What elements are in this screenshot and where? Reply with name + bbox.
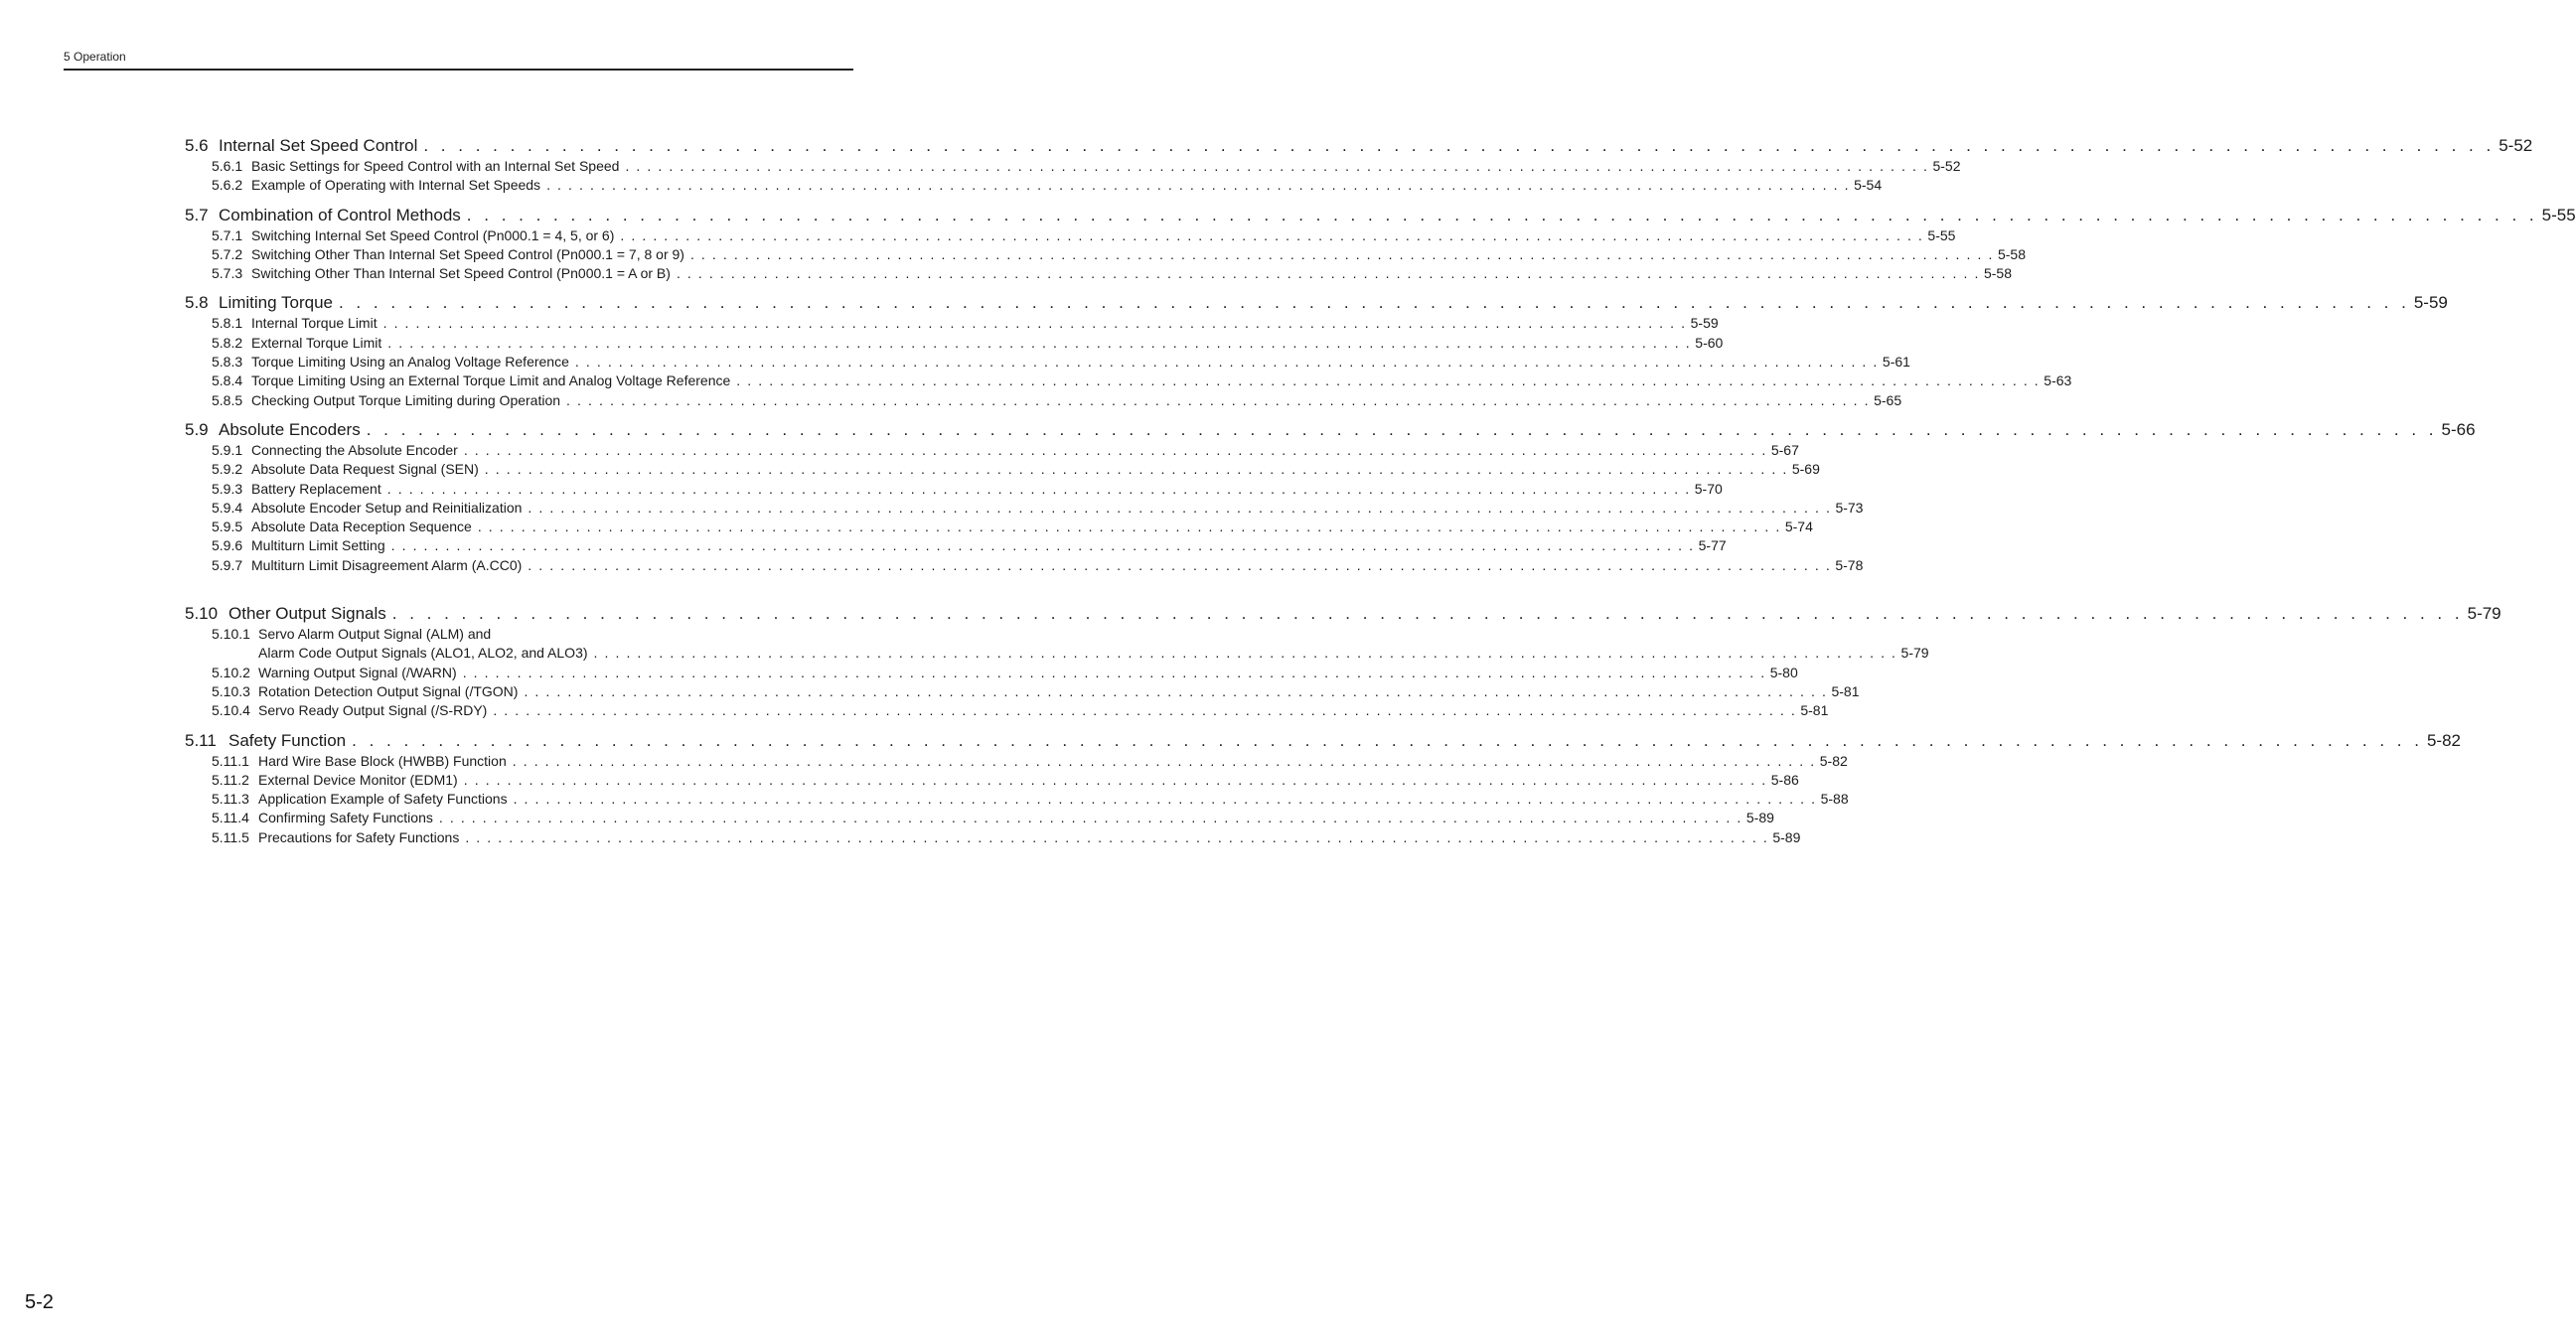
entry-number: 5.9.3 — [212, 480, 243, 497]
entry-page-number: 5-88 — [1820, 791, 1849, 808]
toc-section-entry[interactable] — [185, 135, 2533, 157]
entry-page-number: 5-89 — [1745, 810, 1774, 826]
dot-leader: . . . . . . . . . . . . . . . . . . . . . . . . . . . . . . . . . . . . . . . . . . . . . . . . . . . . . . . . . . . . . . . . . . . . . . . . . . . . . . . . . . . . . . . . . . . . . . . . . . . . . . . . . . . . . . . . . . . . . . . . — [524, 682, 1828, 699]
entry-page-number: 5-82 — [1819, 752, 1848, 769]
dot-leader: . . . . . . . . . . . . . . . . . . . . . . . . . . . . . . . . . . . . . . . . . . . . . . . . . . . . . . . . . . . . . . . . . . . . . . . . . . . . . . . . . . . . . . . . . . . . . . . . . . . . . . . . . . . . . . . . . . . . . . . . — [466, 205, 2538, 224]
entry-title: Internal Torque Limit — [251, 315, 378, 332]
entry-title: Connecting the Absolute Encoder — [251, 441, 458, 458]
toc-subsection-entry[interactable] — [212, 245, 2027, 264]
dot-leader: . . . . . . . . . . . . . . . . . . . . . . . . . . . . . . . . . . . . . . . . . . . . . . . . . . . . . . . . . . . . . . . . . . . . . . . . . . . . . . . . . . . . . . . . . . . . . . . . . . . . . . . . . . . . . . . . . . . . . . . . — [390, 537, 1695, 554]
section-spacer — [185, 410, 809, 418]
toc-subsection-entry[interactable] — [212, 480, 1723, 499]
entry-number: 5.10.1 — [212, 626, 250, 643]
toc-subsection-list — [185, 752, 1849, 847]
entry-number: 5.7.3 — [212, 265, 243, 282]
entry-title: External Device Monitor (EDM1) — [258, 771, 458, 788]
toc-section-entry[interactable] — [185, 730, 2461, 752]
entry-page-number: 5-74 — [1784, 519, 1813, 535]
entry-number: 5.11.1 — [212, 752, 249, 769]
toc-subsection-list — [185, 314, 2072, 409]
entry-title: Absolute Data Reception Sequence — [251, 519, 472, 535]
toc-section-entry[interactable] — [185, 603, 2501, 625]
entry-title: Precautions for Safety Functions — [258, 828, 460, 845]
toc-subsection-list — [185, 441, 1864, 575]
entry-page-number: 5-60 — [1695, 334, 1724, 351]
toc-subsection-entry[interactable] — [212, 518, 1813, 536]
entry-number: 5.6.1 — [212, 158, 243, 174]
entry-number: 5.9.4 — [212, 499, 243, 516]
entry-number: 5.11.3 — [212, 791, 249, 808]
entry-number: 5.7 — [185, 205, 209, 224]
section-spacer — [185, 847, 809, 855]
dot-leader: . . . . . . . . . . . . . . . . . . . . . . . . . . . . . . . . . . . . . . . . . . . . . . . . . . . . . . . . . . . . . . . . . . . . . . . . . . . . . . . . . . . . . . . . . . . . . . . . . . . . . . . . . . . . . . . . . . . . . . . . — [566, 391, 1871, 408]
toc-subsection-entry[interactable] — [212, 226, 1956, 245]
entry-page-number: 5-70 — [1694, 480, 1723, 497]
toc-subsection-entry[interactable] — [212, 314, 1719, 333]
entry-number: 5.11.5 — [212, 828, 249, 845]
entry-page-number: 5-65 — [1874, 391, 1902, 408]
entry-page-number: 5-63 — [2044, 372, 2072, 389]
entry-number: 5.10.2 — [212, 664, 250, 680]
entry-title: Servo Alarm Output Signal (ALM) and — [258, 626, 492, 643]
toc-subsection-entry[interactable] — [212, 176, 1883, 195]
dot-leader: . . . . . . . . . . . . . . . . . . . . . . . . . . . . . . . . . . . . . . . . . . . . . . . . . . . . . . . . . . . . . . . . . . . . . . . . . . . . . . . . . . . . . . . . . . . . . . . . . . . . . . . . . . . . . . . . . . . . . . . . — [528, 499, 1832, 516]
toc-section — [185, 292, 2448, 409]
dot-leader: . . . . . . . . . . . . . . . . . . . . . . . . . . . . . . . . . . . . . . . . . . . . . . . . . . . . . . . . . . . . . . . . . . . . . . . . . . . . . . . . . . . . . . . . . . . . . . . . . . . . . . . . . . . . . . . . . . . . . . . . — [462, 664, 1766, 680]
page-number: 5-2 — [25, 1291, 54, 1313]
entry-number: 5.11 — [185, 730, 217, 750]
dot-leader: . . . . . . . . . . . . . . . . . . . . . . . . . . . . . . . . . . . . . . . . . . . . . . . . . . . . . . . . . . . . . . . . . . . . . . . . . . . . . . . . . . . . . . . . . . . . . . . . . . . . . . . . . . . . . . . . . . . . . . . . — [463, 441, 1767, 458]
entry-page-number: 5-58 — [1997, 245, 2027, 262]
entry-page-number: 5-67 — [1770, 441, 1799, 458]
header-rule — [64, 69, 853, 71]
entry-title: Other Output Signals — [228, 604, 386, 624]
toc-subsection-entry[interactable] — [212, 752, 1848, 771]
toc-section — [185, 419, 2476, 575]
toc-subsection-entry[interactable] — [212, 790, 1849, 809]
entry-page-number: 5-77 — [1698, 537, 1727, 554]
toc-subsection-list — [185, 625, 1929, 720]
entry-number: 5.11.2 — [212, 771, 249, 788]
entry-title: Absolute Encoders — [219, 419, 361, 439]
entry-title: Combination of Control Methods — [219, 205, 461, 224]
toc-subsection-entry[interactable] — [212, 372, 2072, 390]
toc-subsection-entry[interactable] — [212, 809, 1774, 827]
entry-first-line — [212, 625, 809, 644]
running-header: 5 Operation — [64, 50, 126, 64]
entry-number: 5.9.5 — [212, 519, 243, 535]
entry-number: 5.6 — [185, 136, 209, 155]
entry-number: 5.8.5 — [212, 391, 243, 408]
entry-number: 5.8.2 — [212, 334, 243, 351]
dot-leader: . . . . . . . . . . . . . . . . . . . . . . . . . . . . . . . . . . . . . . . . . . . . . . . . . . . . . . . . . . . . . . . . . . . . . . . . . . . . . . . . . . . . . . . . . . . . . . . . . . . . . . . . . . . . . . . . . . . . . . . . — [366, 419, 2438, 439]
entry-page-number: 5-80 — [1769, 664, 1798, 680]
entry-page-number: 5-79 — [1900, 645, 1929, 662]
dot-leader: . . . . . . . . . . . . . . . . . . . . . . . . . . . . . . . . . . . . . . . . . . . . . . . . . . . . . . . . . . . . . . . . . . . . . . . . . . . . . . . . . . . . . . . . . . . . . . . . . . . . . . . . . . . . . . . . . . . . . . . . — [386, 480, 1691, 497]
entry-title: External Torque Limit — [251, 334, 382, 351]
entry-number: 5.9.1 — [212, 441, 243, 458]
toc-subsection-entry[interactable] — [212, 771, 1799, 790]
toc-section — [185, 135, 2533, 196]
entry-title: Example of Operating with Internal Set Speeds — [251, 177, 541, 194]
toc-section — [185, 603, 2501, 720]
toc-subsection-entry[interactable] — [212, 441, 1799, 460]
entry-title: Absolute Data Request Signal (SEN) — [251, 461, 479, 478]
dot-leader: . . . . . . . . . . . . . . . . . . . . . . . . . . . . . . . . . . . . . . . . . . . . . . . . . . . . . . . . . . . . . . . . . . . . . . . . . . . . . . . . . . . . . . . . . . . . . . . . . . . . . . . . . . . . . . . . . . . . . . . . — [387, 334, 1692, 351]
entry-number: 5.8.1 — [212, 315, 243, 332]
entry-title: Switching Internal Set Speed Control (Pn000.1 = 4, 5, or 6) — [251, 226, 615, 243]
entry-page-number: 5-54 — [1854, 177, 1883, 194]
entry-page-number: 5-61 — [1882, 354, 1910, 371]
toc-subsection-entry[interactable] — [212, 828, 1801, 847]
entry-page-number: 5-59 — [2413, 293, 2448, 313]
entry-title: Multiturn Limit Setting — [251, 537, 385, 554]
dot-leader: . . . . . . . . . . . . . . . . . . . . . . . . . . . . . . . . . . . . . . . . . . . . . . . . . . . . . . . . . . . . . . . . . . . . . . . . . . . . . . . . . . . . . . . . . . . . . . . . . . . . . . . . . . . . . . . . . . . . . . . . — [338, 293, 2410, 313]
entry-page-number: 5-81 — [1800, 702, 1829, 719]
dot-leader: . . . . . . . . . . . . . . . . . . . . . . . . . . . . . . . . . . . . . . . . . . . . . . . . . . . . . . . . . . . . . . . . . . . . . . . . . . . . . . . . . . . . . . . . . . . . . . . . . . . . . . . . . . . . . . . . . . . . . . . . — [593, 645, 1897, 662]
dot-leader: . . . . . . . . . . . . . . . . . . . . . . . . . . . . . . . . . . . . . . . . . . . . . . . . . . . . . . . . . . . . . . . . . . . . . . . . . . . . . . . . . . . . . . . . . . . . . . . . . . . . . . . . . . . . . . . . . . . . . . . . — [676, 265, 1980, 282]
toc-section-entry[interactable] — [185, 292, 2448, 314]
toc-subsection-entry[interactable] — [212, 664, 1798, 682]
toc-section — [185, 205, 2576, 284]
table-of-contents — [185, 134, 2576, 855]
entry-number: 5.8.3 — [212, 354, 243, 371]
entry-title: Servo Ready Output Signal (/S-RDY) — [258, 702, 488, 719]
entry-title: Basic Settings for Speed Control with an Internal Set Speed — [251, 158, 620, 174]
entry-page-number: 5-69 — [1791, 461, 1820, 478]
dot-leader: . . . . . . . . . . . . . . . . . . . . . . . . . . . . . . . . . . . . . . . . . . . . . . . . . . . . . . . . . . . . . . . . . . . . . . . . . . . . . . . . . . . . . . . . . . . . . . . . . . . . . . . . . . . . . . . . . . . . . . . . — [736, 372, 2041, 389]
dot-leader: . . . . . . . . . . . . . . . . . . . . . . . . . . . . . . . . . . . . . . . . . . . . . . . . . . . . . . . . . . . . . . . . . . . . . . . . . . . . . . . . . . . . . . . . . . . . . . . . . . . . . . . . . . . . . . . . . . . . . . . . — [382, 315, 1687, 332]
toc-subsection-entry[interactable] — [212, 157, 1961, 176]
toc-section-entry[interactable] — [185, 419, 2476, 441]
entry-page-number: 5-79 — [2467, 604, 2501, 624]
dot-leader: . . . . . . . . . . . . . . . . . . . . . . . . . . . . . . . . . . . . . . . . . . . . . . . . . . . . . . . . . . . . . . . . . . . . . . . . . . . . . . . . . . . . . . . . . . . . . . . . . . . . . . . . . . . . . . . . . . . . . . . . — [493, 702, 1797, 719]
entry-number: 5.8 — [185, 293, 209, 313]
toc-subsection-entry[interactable] — [212, 353, 1910, 372]
entry-page-number: 5-81 — [1831, 682, 1860, 699]
dot-leader: . . . . . . . . . . . . . . . . . . . . . . . . . . . . . . . . . . . . . . . . . . . . . . . . . . . . . . . . . . . . . . . . . . . . . . . . . . . . . . . . . . . . . . . . . . . . . . . . . . . . . . . . . . . . . . . . . . . . . . . . — [391, 604, 2464, 624]
entry-title: Warning Output Signal (/WARN) — [258, 664, 457, 680]
entry-title: Limiting Torque — [219, 293, 333, 313]
toc-subsection-list — [185, 157, 1961, 196]
entry-page-number: 5-89 — [1772, 828, 1801, 845]
dot-leader: . . . . . . . . . . . . . . . . . . . . . . . . . . . . . . . . . . . . . . . . . . . . . . . . . . . . . . . . . . . . . . . . . . . . . . . . . . . . . . . . . . . . . . . . . . . . . . . . . . . . . . . . . . . . . . . . . . . . . . . . — [625, 158, 1929, 174]
entry-page-number: 5-86 — [1770, 771, 1799, 788]
entry-page-number: 5-59 — [1690, 315, 1719, 332]
dot-leader: . . . . . . . . . . . . . . . . . . . . . . . . . . . . . . . . . . . . . . . . . . . . . . . . . . . . . . . . . . . . . . . . . . . . . . . . . . . . . . . . . . . . . . . . . . . . . . . . . . . . . . . . . . . . . . . . . . . . . . . . — [477, 519, 1781, 535]
entry-title: Torque Limiting Using an External Torque Limit and Analog Voltage Reference — [251, 372, 731, 389]
entry-page-number: 5-82 — [2426, 730, 2461, 750]
entry-page-number: 5-66 — [2441, 419, 2476, 439]
entry-title: Multiturn Limit Disagreement Alarm (A.CC0) — [251, 556, 523, 573]
entry-number: 5.9 — [185, 419, 209, 439]
entry-page-number: 5-78 — [1835, 556, 1864, 573]
entry-number: 5.9.2 — [212, 461, 243, 478]
toc-subsection-list — [185, 226, 2027, 284]
entry-page-number: 5-73 — [1835, 499, 1864, 516]
toc-subsection-entry[interactable] — [212, 334, 1724, 353]
toc-section — [185, 730, 2461, 847]
entry-continuation-line — [212, 644, 1929, 663]
entry-title: Internal Set Speed Control — [219, 136, 418, 155]
entry-number: 5.8.4 — [212, 372, 243, 389]
dot-leader: . . . . . . . . . . . . . . . . . . . . . . . . . . . . . . . . . . . . . . . . . . . . . . . . . . . . . . . . . . . . . . . . . . . . . . . . . . . . . . . . . . . . . . . . . . . . . . . . . . . . . . . . . . . . . . . . . . . . . . . . — [620, 226, 1924, 243]
dot-leader: . . . . . . . . . . . . . . . . . . . . . . . . . . . . . . . . . . . . . . . . . . . . . . . . . . . . . . . . . . . . . . . . . . . . . . . . . . . . . . . . . . . . . . . . . . . . . . . . . . . . . . . . . . . . . . . . . . . . . . . . — [484, 461, 1788, 478]
dot-leader: . . . . . . . . . . . . . . . . . . . . . . . . . . . . . . . . . . . . . . . . . . . . . . . . . . . . . . . . . . . . . . . . . . . . . . . . . . . . . . . . . . . . . . . . . . . . . . . . . . . . . . . . . . . . . . . . . . . . . . . . — [513, 791, 1817, 808]
entry-page-number: 5-52 — [2499, 136, 2533, 155]
dot-leader: . . . . . . . . . . . . . . . . . . . . . . . . . . . . . . . . . . . . . . . . . . . . . . . . . . . . . . . . . . . . . . . . . . . . . . . . . . . . . . . . . . . . . . . . . . . . . . . . . . . . . . . . . . . . . . . . . . . . . . . . — [463, 771, 1767, 788]
dot-leader: . . . . . . . . . . . . . . . . . . . . . . . . . . . . . . . . . . . . . . . . . . . . . . . . . . . . . . . . . . . . . . . . . . . . . . . . . . . . . . . . . . . . . . . . . . . . . . . . . . . . . . . . . . . . . . . . . . . . . . . . — [352, 730, 2423, 750]
dot-leader: . . . . . . . . . . . . . . . . . . . . . . . . . . . . . . . . . . . . . . . . . . . . . . . . . . . . . . . . . . . . . . . . . . . . . . . . . . . . . . . . . . . . . . . . . . . . . . . . . . . . . . . . . . . . . . . . . . . . . . . . — [438, 810, 1743, 826]
entry-title: Switching Other Than Internal Set Speed Control (Pn000.1 = 7, 8 or 9) — [251, 245, 684, 262]
entry-page-number: 5-58 — [1983, 265, 2012, 282]
entry-title: Confirming Safety Functions — [258, 810, 433, 826]
toc-subsection-entry[interactable] — [212, 264, 2012, 283]
entry-title: Switching Other Than Internal Set Speed Control (Pn000.1 = A or B) — [251, 265, 671, 282]
toc-subsection-entry[interactable] — [212, 391, 1902, 410]
entry-number: 5.10.3 — [212, 682, 250, 699]
entry-title: Rotation Detection Output Signal (/TGON) — [258, 682, 519, 699]
entry-number: 5.10 — [185, 604, 219, 624]
entry-title: Alarm Code Output Signals (ALO1, ALO2, and ALO3) — [258, 645, 588, 662]
entry-page-number: 5-52 — [1932, 158, 1961, 174]
toc-subsection-entry[interactable] — [212, 499, 1864, 518]
entry-page-number: 5-55 — [2541, 205, 2576, 224]
toc-subsection-entry[interactable] — [212, 625, 1929, 664]
entry-number: 5.6.2 — [212, 177, 243, 194]
entry-title: Battery Replacement — [251, 480, 381, 497]
dot-leader: . . . . . . . . . . . . . . . . . . . . . . . . . . . . . . . . . . . . . . . . . . . . . . . . . . . . . . . . . . . . . . . . . . . . . . . . . . . . . . . . . . . . . . . . . . . . . . . . . . . . . . . . . . . . . . . . . . . . . . . . — [423, 136, 2496, 155]
section-spacer — [185, 575, 809, 602]
entry-number: 5.10.4 — [212, 702, 250, 719]
dot-leader: . . . . . . . . . . . . . . . . . . . . . . . . . . . . . . . . . . . . . . . . . . . . . . . . . . . . . . . . . . . . . . . . . . . . . . . . . . . . . . . . . . . . . . . . . . . . . . . . . . . . . . . . . . . . . . . . . . . . . . . . — [574, 354, 1879, 371]
toc-subsection-entry[interactable] — [212, 701, 1829, 720]
entry-page-number: 5-55 — [1927, 226, 1956, 243]
entry-title: Application Example of Safety Functions — [258, 791, 508, 808]
section-spacer — [185, 196, 809, 204]
dot-leader: . . . . . . . . . . . . . . . . . . . . . . . . . . . . . . . . . . . . . . . . . . . . . . . . . . . . . . . . . . . . . . . . . . . . . . . . . . . . . . . . . . . . . . . . . . . . . . . . . . . . . . . . . . . . . . . . . . . . . . . . — [465, 828, 1769, 845]
entry-number: 5.9.6 — [212, 537, 243, 554]
entry-number: 5.11.4 — [212, 810, 249, 826]
entry-title: Torque Limiting Using an Analog Voltage Reference — [251, 354, 569, 371]
toc-subsection-entry[interactable] — [212, 682, 1860, 701]
toc-section-entry[interactable] — [185, 205, 2576, 226]
toc-subsection-entry[interactable] — [212, 536, 1727, 555]
section-spacer — [185, 283, 809, 291]
entry-title: Safety Function — [228, 730, 347, 750]
toc-subsection-entry[interactable] — [212, 460, 1820, 479]
entry-title: Hard Wire Base Block (HWBB) Function — [258, 752, 507, 769]
dot-leader: . . . . . . . . . . . . . . . . . . . . . . . . . . . . . . . . . . . . . . . . . . . . . . . . . . . . . . . . . . . . . . . . . . . . . . . . . . . . . . . . . . . . . . . . . . . . . . . . . . . . . . . . . . . . . . . . . . . . . . . . — [512, 752, 1816, 769]
dot-leader: . . . . . . . . . . . . . . . . . . . . . . . . . . . . . . . . . . . . . . . . . . . . . . . . . . . . . . . . . . . . . . . . . . . . . . . . . . . . . . . . . . . . . . . . . . . . . . . . . . . . . . . . . . . . . . . . . . . . . . . . — [689, 245, 1994, 262]
entry-number: 5.7.2 — [212, 245, 243, 262]
dot-leader: . . . . . . . . . . . . . . . . . . . . . . . . . . . . . . . . . . . . . . . . . . . . . . . . . . . . . . . . . . . . . . . . . . . . . . . . . . . . . . . . . . . . . . . . . . . . . . . . . . . . . . . . . . . . . . . . . . . . . . . . — [546, 177, 1851, 194]
section-spacer — [185, 721, 809, 729]
toc-subsection-entry[interactable] — [212, 556, 1864, 575]
entry-number: 5.7.1 — [212, 226, 243, 243]
entry-title: Checking Output Torque Limiting during Operation — [251, 391, 561, 408]
dot-leader: . . . . . . . . . . . . . . . . . . . . . . . . . . . . . . . . . . . . . . . . . . . . . . . . . . . . . . . . . . . . . . . . . . . . . . . . . . . . . . . . . . . . . . . . . . . . . . . . . . . . . . . . . . . . . . . . . . . . . . . . — [528, 556, 1832, 573]
entry-number: 5.9.7 — [212, 556, 243, 573]
entry-title: Absolute Encoder Setup and Reinitialization — [251, 499, 523, 516]
